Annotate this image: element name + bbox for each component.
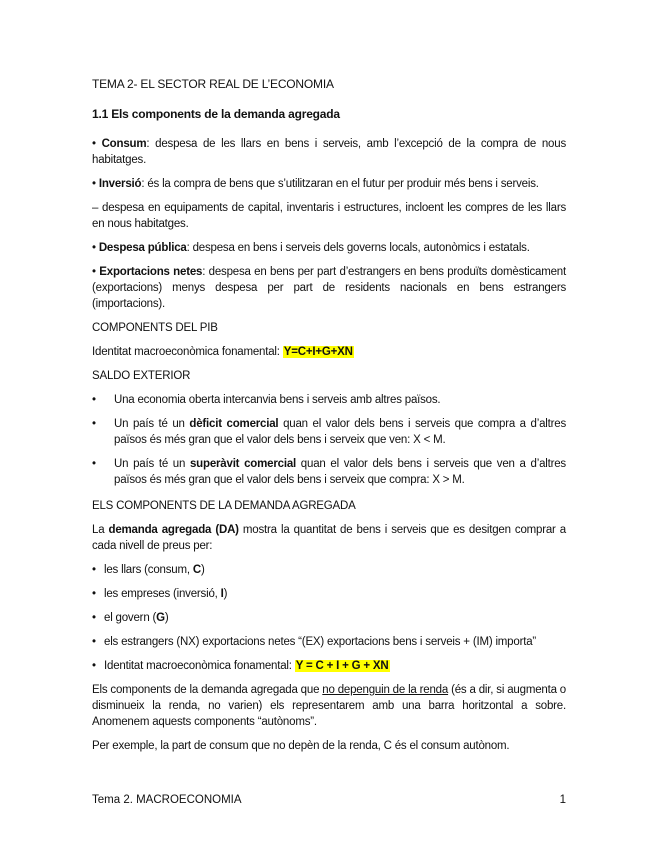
- paragraph-consum: [92, 136, 566, 168]
- list-item: [92, 562, 566, 578]
- saldo-pre-1: Un país té un: [114, 418, 190, 430]
- text-consum: : despesa de les llars en bens i serveis, amb l’excepció de la compra de nous habitatges.: [92, 138, 566, 166]
- autonoms-underlined: no depenguin de la renda: [322, 684, 449, 696]
- text-exportacions: : despesa en bens per part d’estrangers en bens produïts domèsticament (exportacions) menys despesa per part de residents nacionals en bens estrangers (importacions).: [92, 266, 566, 310]
- bullet-da-0: •: [92, 564, 96, 576]
- paragraph-autonoms: [92, 682, 566, 730]
- term-consum: Consum: [101, 138, 147, 150]
- da-pre-3: els estrangers (NX) exportacions netes “(EX) exportacions bens i serveis + (IM) importa”: [104, 636, 537, 648]
- da-term-1: I: [220, 588, 224, 600]
- list-item: [92, 456, 566, 488]
- da-post-0: ): [200, 564, 205, 576]
- autonoms-pre: Els components de la demanda agregada que: [92, 684, 323, 696]
- da-pre-2: el govern (: [104, 612, 157, 624]
- identitat-formula-2: Y = C + I + G + XN: [295, 660, 389, 672]
- da-post-2: ): [164, 612, 169, 624]
- da-term-2: G: [156, 612, 165, 624]
- bullet-identitat-2: •: [92, 660, 96, 672]
- list-item: [92, 634, 566, 650]
- da-heading: ELS COMPONENTS DE LA DEMANDA AGREGADA: [92, 500, 356, 512]
- da-pre-1: les empreses (inversió,: [104, 588, 221, 600]
- identitat-formula-1: Y=C+I+G+XN: [283, 346, 353, 358]
- da-term-0: C: [192, 564, 201, 576]
- list-item: [92, 416, 566, 448]
- da-intro-post: mostra la quantitat de bens i serveis que es desitgen comprar a cada nivell de preus per:: [92, 524, 566, 552]
- identitat-label-2: Identitat macroeconòmica fonamental:: [104, 660, 292, 672]
- bullet-exportacions: •: [92, 266, 96, 278]
- autonoms-post: (és a dir, si augmenta o disminueix la renda, no varien) els representarem amb una barra horitzontal a sobre. Anomenem aquests components “autònoms”.: [92, 684, 566, 728]
- bullet-da-2: •: [92, 612, 96, 624]
- paragraph-exportacions: [92, 264, 566, 312]
- paragraph-exemple: Per exemple, la part de consum que no depèn de la renda, C és el consum autònom.: [92, 740, 510, 752]
- term-inversio: Inversió: [98, 178, 142, 190]
- bullet-da-3: •: [92, 636, 96, 648]
- saldo-heading: SALDO EXTERIOR: [92, 370, 191, 382]
- footer-left: Tema 2. MACROECONOMIA: [92, 794, 242, 806]
- bullet-despesa-publica: •: [92, 242, 96, 254]
- bullet-da-1: •: [92, 588, 96, 600]
- bullet-consum: •: [92, 138, 96, 150]
- bullet-saldo-0: •: [92, 394, 96, 406]
- bullet-inversio: •: [92, 178, 96, 190]
- identitat-label-1: Identitat macroeconòmica fonamental:: [92, 346, 280, 358]
- bullet-saldo-2: •: [92, 458, 96, 470]
- identitat-line-1: [92, 344, 566, 360]
- saldo-list: [92, 392, 566, 488]
- paragraph-inversio-detail: – despesa en equipaments de capital, inventaris i estructures, incloent les compres de les llars en nous habitatges.: [92, 202, 566, 230]
- text-despesa-publica: : despesa en bens i serveis dels governs locals, autonòmics i estatals.: [186, 242, 530, 254]
- saldo-pre-2: Un país té un: [114, 458, 190, 470]
- paragraph-inversio: [92, 176, 566, 192]
- term-demanda-agregada: demanda agregada (DA): [108, 524, 239, 536]
- list-item: [92, 658, 566, 674]
- saldo-post-1: quan el valor dels bens i serveis que compra a d’altres països és més gran que el valor dels bens i serveix que ven: X < M.: [114, 418, 566, 446]
- list-item: [92, 586, 566, 602]
- paragraph-despesa-publica: [92, 240, 566, 256]
- document-heading: TEMA 2- EL SECTOR REAL DE L’ECONOMIA: [92, 77, 334, 91]
- term-exportacions: Exportacions netes: [99, 266, 203, 278]
- da-intro-pre: La: [92, 524, 109, 536]
- saldo-text-0: Una economia oberta intercanvia bens i serveis amb altres països.: [114, 394, 441, 406]
- components-pib-heading: COMPONENTS DEL PIB: [92, 322, 218, 334]
- page-number: 1: [559, 794, 566, 806]
- section-title: 1.1 Els components de la demanda agregada: [92, 107, 340, 121]
- da-list: [92, 562, 566, 674]
- term-despesa-publica: Despesa pública: [98, 242, 187, 254]
- da-pre-0: les llars (consum,: [104, 564, 193, 576]
- list-item: [92, 392, 566, 408]
- list-item: [92, 610, 566, 626]
- da-post-1: ): [223, 588, 228, 600]
- da-intro: [92, 522, 566, 554]
- text-inversio: : és la compra de bens que s’utilitzaran en el futur per produir més bens i serveis.: [141, 178, 539, 190]
- term-superavit-comercial: superàvit comercial: [189, 458, 297, 470]
- page-footer: [92, 794, 566, 806]
- term-deficit-comercial: dèficit comercial: [189, 418, 279, 430]
- saldo-post-2: quan el valor dels bens i serveis que ven a d’altres països és més gran que el valor dels bens i serveix que compra: X > M.: [114, 458, 566, 486]
- document-body: [92, 76, 566, 754]
- bullet-saldo-1: •: [92, 418, 96, 430]
